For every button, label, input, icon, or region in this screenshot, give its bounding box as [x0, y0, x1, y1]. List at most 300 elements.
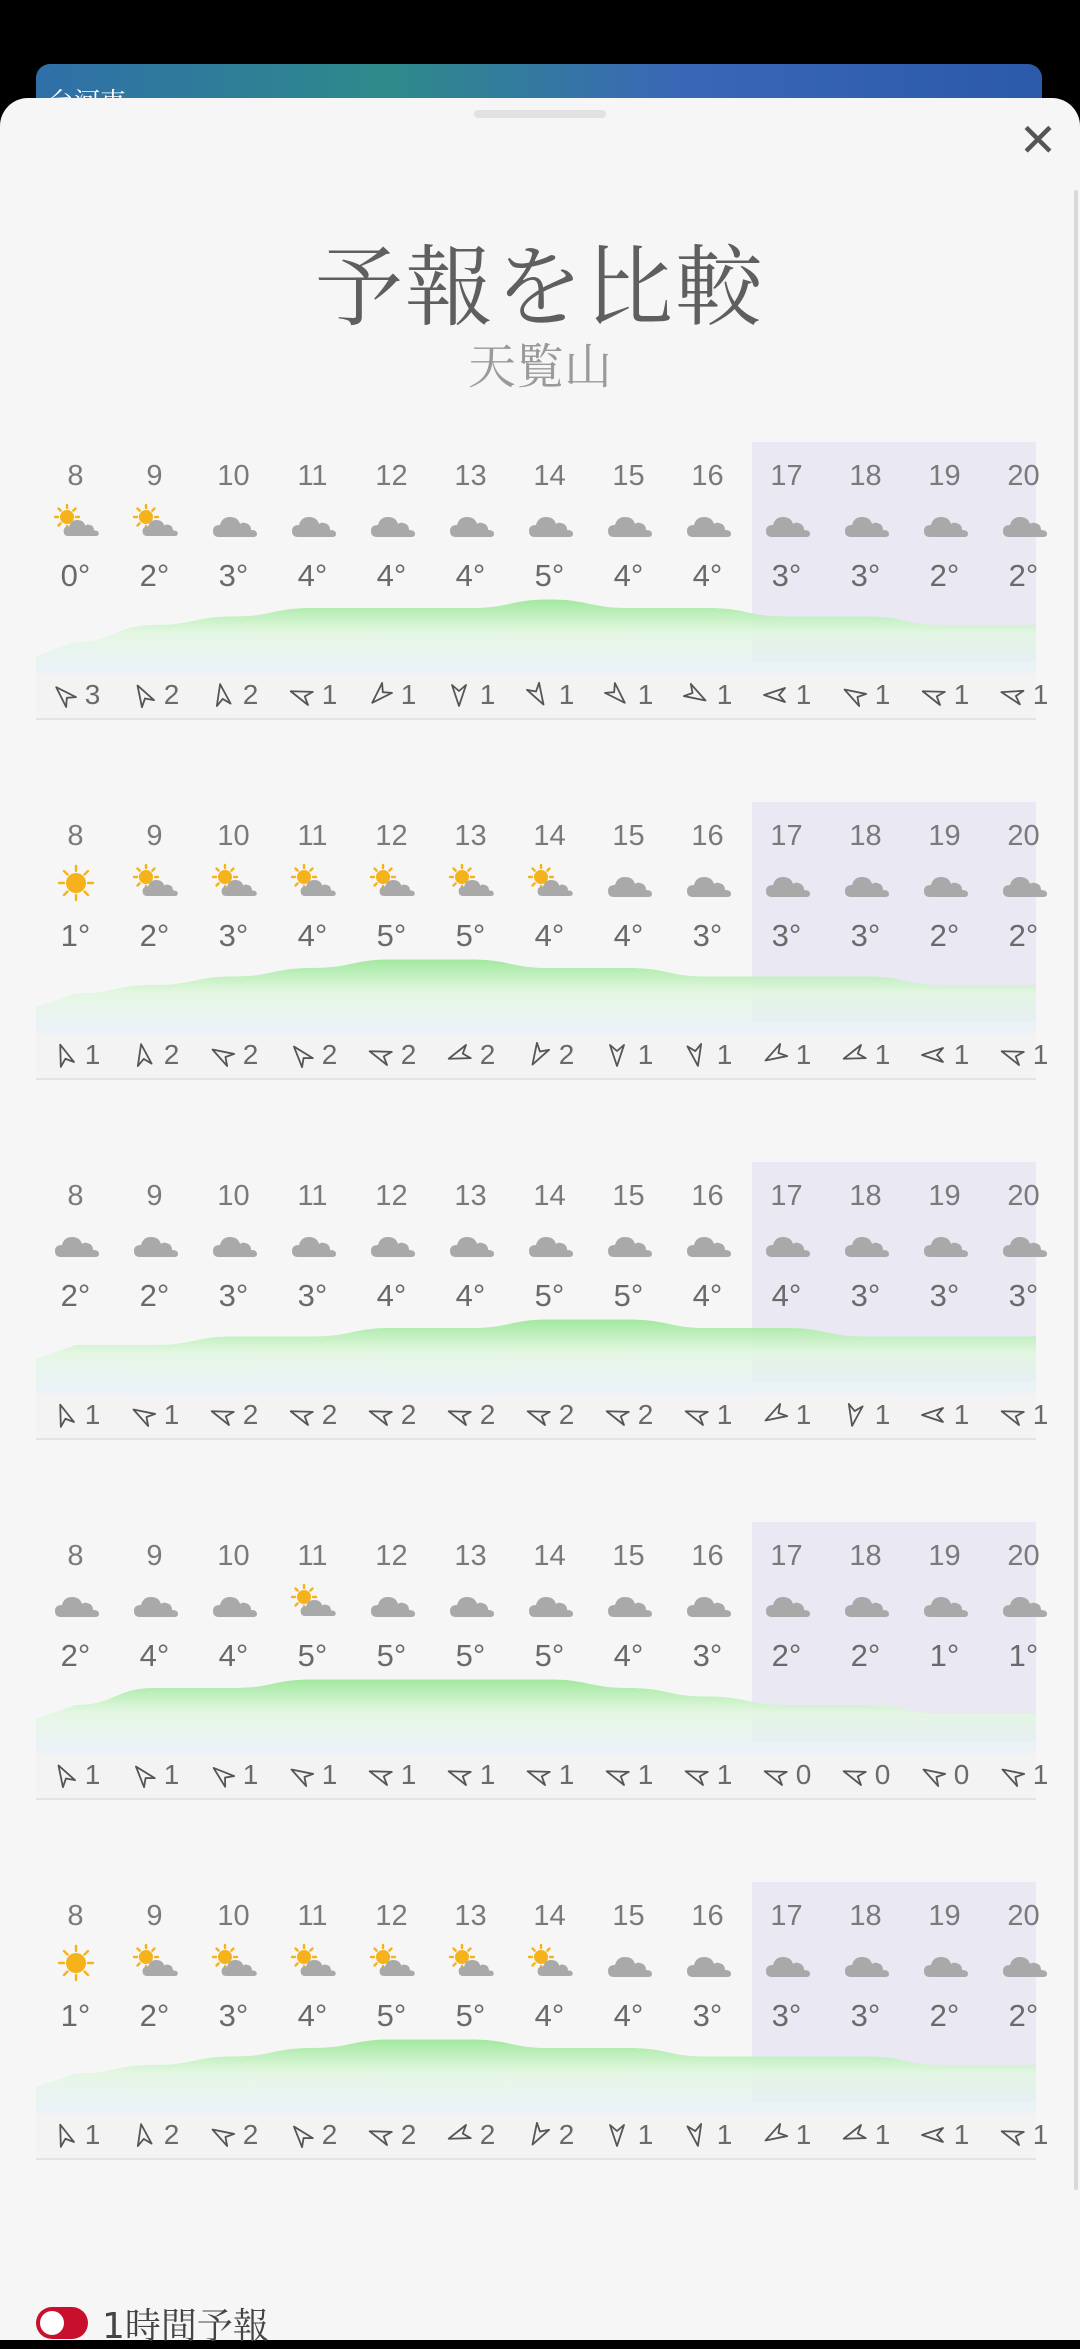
wind-direction-icon	[841, 1404, 867, 1426]
wind-speed-value: 1	[874, 679, 891, 710]
hour-column[interactable]	[668, 802, 747, 1094]
wind-speed-value: 1	[321, 679, 338, 710]
cloud-icon	[289, 1224, 337, 1262]
hour-label: 17	[770, 1180, 803, 1212]
wind-direction-icon	[209, 1044, 235, 1066]
hour-label: 9	[146, 460, 163, 492]
sun-icon	[52, 864, 100, 902]
hour-column[interactable]	[115, 1522, 194, 1814]
wind-cell	[905, 1758, 984, 1792]
hour-label: 8	[67, 460, 84, 492]
wind-cell	[826, 1758, 905, 1792]
cloud-icon	[842, 1944, 890, 1982]
wind-speed-value: 1	[874, 1039, 891, 1070]
hour-column[interactable]	[905, 1162, 984, 1454]
hourly-toggle[interactable]	[36, 2307, 88, 2339]
drag-handle[interactable]	[474, 110, 606, 118]
wind-cell	[826, 2118, 905, 2152]
cloud-icon	[921, 864, 969, 902]
partly-cloudy-icon	[52, 504, 100, 542]
hour-column[interactable]	[431, 1882, 510, 2174]
cloud-icon	[842, 864, 890, 902]
scrollbar[interactable]	[1074, 190, 1078, 2190]
hour-column[interactable]	[36, 1882, 115, 2174]
hour-label: 8	[67, 820, 84, 852]
wind-cell	[36, 678, 115, 712]
cloud-icon	[763, 504, 811, 542]
wind-cell	[510, 678, 589, 712]
wind-speed-value: 1	[795, 679, 812, 710]
wind-speed-value: 1	[637, 679, 654, 710]
hour-label: 15	[612, 820, 645, 852]
temperature-value: 2°	[60, 1278, 91, 1313]
wind-speed-value: 1	[84, 1399, 101, 1430]
wind-speed-value: 1	[321, 1759, 338, 1790]
wind-direction-icon	[288, 1044, 314, 1066]
wind-cell	[431, 678, 510, 712]
hour-column[interactable]	[273, 1162, 352, 1454]
wind-cell	[273, 2118, 352, 2152]
wind-cell	[826, 1038, 905, 1072]
wind-direction-icon	[525, 1764, 551, 1786]
wind-speed-value: 1	[400, 1759, 417, 1790]
hour-label: 11	[297, 1540, 328, 1572]
wind-cell	[668, 1038, 747, 1072]
wind-cell	[194, 2118, 273, 2152]
hour-column[interactable]	[36, 1162, 115, 1454]
wind-direction-icon	[209, 684, 235, 706]
cloud-icon	[1000, 504, 1048, 542]
wind-speed-value: 2	[321, 2119, 338, 2150]
wind-speed-value: 1	[84, 2119, 101, 2150]
wind-speed-value: 1	[84, 1039, 101, 1070]
cloud-icon	[447, 1224, 495, 1262]
wind-direction-icon	[51, 1764, 77, 1786]
hour-label: 13	[454, 1180, 487, 1212]
hour-column[interactable]	[431, 1162, 510, 1454]
hour-label: 8	[67, 1540, 84, 1572]
cloud-icon	[921, 1944, 969, 1982]
wind-cell	[668, 678, 747, 712]
hour-label: 9	[146, 1900, 163, 1932]
wind-cell	[984, 1398, 1063, 1432]
hour-column[interactable]	[747, 1162, 826, 1454]
cloud-icon	[763, 864, 811, 902]
hour-label: 16	[691, 1540, 724, 1572]
temperature-value: 4°	[376, 558, 407, 593]
hour-column[interactable]	[668, 1882, 747, 2174]
hour-column[interactable]	[36, 802, 115, 1094]
hour-column[interactable]	[352, 802, 431, 1094]
wind-direction-icon	[604, 1404, 630, 1426]
wind-direction-icon	[525, 1404, 551, 1426]
temperature-value: 1°	[1008, 1638, 1039, 1673]
wind-direction-icon	[288, 684, 314, 706]
hour-column[interactable]	[668, 442, 747, 734]
wind-speed-value: 1	[1032, 679, 1049, 710]
hour-column[interactable]	[352, 1162, 431, 1454]
temperature-value: 3°	[218, 1278, 249, 1313]
hour-label: 11	[297, 460, 328, 492]
temperature-value: 2°	[139, 558, 170, 593]
hour-column[interactable]	[352, 442, 431, 734]
wind-direction-icon	[446, 1764, 472, 1786]
partly-cloudy-icon	[526, 864, 574, 902]
hour-column[interactable]	[747, 1522, 826, 1814]
hour-label: 18	[849, 1540, 882, 1572]
temperature-value: 4°	[218, 1638, 249, 1673]
hour-column[interactable]	[115, 802, 194, 1094]
wind-direction-icon	[525, 1044, 551, 1066]
hour-label: 18	[849, 1900, 882, 1932]
wind-cell	[194, 1038, 273, 1072]
wind-cell	[589, 1758, 668, 1792]
wind-direction-icon	[683, 1764, 709, 1786]
wind-cell	[352, 1758, 431, 1792]
wind-cell	[194, 1398, 273, 1432]
cloud-icon	[605, 864, 653, 902]
hour-label: 15	[612, 1180, 645, 1212]
hour-column[interactable]	[984, 1882, 1063, 2174]
hour-column[interactable]	[273, 802, 352, 1094]
wind-cell	[115, 1758, 194, 1792]
cloud-icon	[1000, 864, 1048, 902]
hour-column[interactable]	[273, 1522, 352, 1814]
wind-cell	[826, 1398, 905, 1432]
hour-label: 20	[1007, 460, 1040, 492]
wind-speed-value: 3	[84, 679, 101, 710]
cloud-icon	[289, 504, 337, 542]
temperature-value: 5°	[455, 1638, 486, 1673]
wind-cell	[984, 1758, 1063, 1792]
close-button[interactable]: ✕	[1018, 113, 1058, 167]
cloud-icon	[842, 1584, 890, 1622]
temperature-value: 3°	[771, 1998, 802, 2033]
hour-label: 11	[297, 820, 328, 852]
hour-label: 18	[849, 1180, 882, 1212]
hour-column[interactable]	[905, 442, 984, 734]
wind-speed-value: 1	[163, 1759, 180, 1790]
hour-column[interactable]	[194, 802, 273, 1094]
temperature-value: 3°	[850, 1278, 881, 1313]
hour-label: 14	[533, 1900, 566, 1932]
wind-cell	[273, 1398, 352, 1432]
wind-direction-icon	[367, 1764, 393, 1786]
hour-column[interactable]	[115, 1162, 194, 1454]
wind-direction-icon	[209, 1404, 235, 1426]
hour-column[interactable]	[668, 1162, 747, 1454]
partly-cloudy-icon	[447, 1944, 495, 1982]
temperature-value: 2°	[60, 1638, 91, 1673]
hour-column[interactable]	[115, 1882, 194, 2174]
hour-label: 12	[375, 1180, 408, 1212]
hour-label: 19	[928, 460, 961, 492]
wind-direction-icon	[920, 2124, 946, 2146]
wind-speed-value: 2	[163, 1039, 180, 1070]
hour-label: 19	[928, 1540, 961, 1572]
temperature-value: 3°	[850, 918, 881, 953]
temperature-value: 3°	[692, 1638, 723, 1673]
wind-cell	[510, 1398, 589, 1432]
partly-cloudy-icon	[368, 1944, 416, 1982]
hour-column[interactable]	[194, 442, 273, 734]
wind-direction-icon	[209, 2124, 235, 2146]
wind-direction-icon	[367, 2124, 393, 2146]
hour-column[interactable]	[826, 802, 905, 1094]
forecast-model-block[interactable]	[36, 1882, 1049, 2174]
wind-cell	[431, 1038, 510, 1072]
wind-cell	[747, 1758, 826, 1792]
wind-cell	[589, 1038, 668, 1072]
hour-column[interactable]	[273, 1882, 352, 2174]
wind-direction-icon	[920, 1404, 946, 1426]
cloud-icon	[368, 1584, 416, 1622]
temperature-value: 0°	[60, 558, 91, 593]
wind-direction-icon	[446, 2124, 472, 2146]
compare-forecast-sheet	[0, 98, 1080, 2347]
wind-cell	[36, 1758, 115, 1792]
temperature-value: 3°	[218, 1998, 249, 2033]
hour-label: 17	[770, 820, 803, 852]
wind-speed-value: 2	[163, 679, 180, 710]
wind-direction-icon	[367, 1044, 393, 1066]
hour-label: 20	[1007, 1900, 1040, 1932]
temperature-value: 4°	[455, 1278, 486, 1313]
wind-cell	[589, 678, 668, 712]
wind-direction-icon	[288, 1404, 314, 1426]
cloud-icon	[52, 1584, 100, 1622]
cloud-icon	[368, 504, 416, 542]
cloud-icon	[605, 1584, 653, 1622]
hour-column[interactable]	[826, 442, 905, 734]
wind-speed-value: 2	[400, 1039, 417, 1070]
temperature-value: 5°	[455, 918, 486, 953]
temperature-value: 2°	[139, 1278, 170, 1313]
hour-column[interactable]	[352, 1882, 431, 2174]
hour-column[interactable]	[747, 802, 826, 1094]
temperature-value: 4°	[692, 558, 723, 593]
hour-column[interactable]	[668, 1522, 747, 1814]
temperature-value: 4°	[139, 1638, 170, 1673]
temperature-value: 2°	[1008, 558, 1039, 593]
hour-column[interactable]	[984, 1162, 1063, 1454]
temperature-value: 4°	[455, 558, 486, 593]
hour-column[interactable]	[431, 442, 510, 734]
hour-column[interactable]	[905, 1882, 984, 2174]
hour-label: 11	[297, 1900, 328, 1932]
wind-speed-value: 1	[637, 2119, 654, 2150]
page-title: 予報を比較	[314, 236, 765, 339]
wind-cell	[510, 1038, 589, 1072]
cloud-icon	[842, 504, 890, 542]
cloud-icon	[210, 1584, 258, 1622]
hour-label: 11	[297, 1180, 328, 1212]
temperature-value: 3°	[929, 1278, 960, 1313]
hour-label: 14	[533, 1180, 566, 1212]
wind-speed-value: 1	[1032, 1399, 1049, 1430]
wind-speed-value: 1	[479, 1759, 496, 1790]
hour-column[interactable]	[36, 1522, 115, 1814]
wind-cell	[589, 2118, 668, 2152]
wind-direction-icon	[762, 1764, 788, 1786]
hour-column[interactable]	[510, 1162, 589, 1454]
cloud-icon	[526, 1584, 574, 1622]
hour-column[interactable]	[826, 1522, 905, 1814]
temperature-value: 5°	[534, 1638, 565, 1673]
hour-label: 13	[454, 460, 487, 492]
wind-direction-icon	[51, 2124, 77, 2146]
hour-label: 12	[375, 460, 408, 492]
wind-cell	[510, 2118, 589, 2152]
hour-column[interactable]	[984, 802, 1063, 1094]
temperature-value: 4°	[771, 1278, 802, 1313]
forecast-model-block[interactable]	[36, 442, 1049, 734]
sun-icon	[52, 1944, 100, 1982]
hour-column[interactable]	[905, 802, 984, 1094]
hour-column[interactable]	[984, 1522, 1063, 1814]
partly-cloudy-icon	[447, 864, 495, 902]
temperature-value: 4°	[613, 1638, 644, 1673]
wind-cell	[273, 1758, 352, 1792]
wind-direction-icon	[841, 684, 867, 706]
hour-column[interactable]	[589, 802, 668, 1094]
cloud-icon	[921, 1224, 969, 1262]
hour-label: 10	[217, 1540, 250, 1572]
hour-column[interactable]	[510, 1522, 589, 1814]
wind-direction-icon	[130, 1404, 156, 1426]
partly-cloudy-icon	[131, 1944, 179, 1982]
temperature-value: 2°	[929, 918, 960, 953]
hour-column[interactable]	[510, 1882, 589, 2174]
hour-label: 18	[849, 460, 882, 492]
wind-speed-value: 2	[400, 1399, 417, 1430]
wind-cell	[510, 1758, 589, 1792]
hour-column[interactable]	[431, 802, 510, 1094]
partly-cloudy-icon	[210, 864, 258, 902]
temperature-value: 3°	[692, 1998, 723, 2033]
hour-column[interactable]	[36, 442, 115, 734]
wind-speed-value: 1	[1032, 1039, 1049, 1070]
hour-column[interactable]	[747, 442, 826, 734]
wind-speed-value: 1	[953, 1039, 970, 1070]
wind-cell	[431, 1398, 510, 1432]
wind-direction-icon	[130, 1044, 156, 1066]
wind-cell	[431, 2118, 510, 2152]
hour-label: 8	[67, 1180, 84, 1212]
wind-direction-icon	[446, 1404, 472, 1426]
hour-label: 14	[533, 460, 566, 492]
hour-column[interactable]	[352, 1522, 431, 1814]
temperature-value: 4°	[297, 918, 328, 953]
temperature-value: 5°	[613, 1278, 644, 1313]
wind-cell	[352, 678, 431, 712]
hour-label: 12	[375, 820, 408, 852]
hour-label: 19	[928, 1900, 961, 1932]
wind-cell	[115, 2118, 194, 2152]
partly-cloudy-icon	[289, 1944, 337, 1982]
wind-speed-value: 1	[716, 1759, 733, 1790]
hour-column[interactable]	[826, 1882, 905, 2174]
wind-speed-value: 1	[953, 679, 970, 710]
hour-column[interactable]	[273, 442, 352, 734]
wind-cell	[194, 1758, 273, 1792]
temperature-value: 5°	[376, 1998, 407, 2033]
wind-speed-value: 1	[242, 1759, 259, 1790]
wind-cell	[747, 1398, 826, 1432]
hourly-forecast-row[interactable]	[36, 2298, 269, 2348]
hour-column[interactable]	[115, 442, 194, 734]
hour-label: 17	[770, 1900, 803, 1932]
cloud-icon	[763, 1224, 811, 1262]
hour-column[interactable]	[589, 1522, 668, 1814]
hour-label: 19	[928, 1180, 961, 1212]
wind-direction-icon	[841, 1044, 867, 1066]
cloud-icon	[526, 504, 574, 542]
hour-column[interactable]	[589, 442, 668, 734]
wind-cell	[36, 1038, 115, 1072]
hour-label: 16	[691, 460, 724, 492]
hour-column[interactable]	[194, 1162, 273, 1454]
wind-speed-value: 1	[795, 1039, 812, 1070]
wind-speed-value: 1	[400, 679, 417, 710]
wind-direction-icon	[367, 1404, 393, 1426]
wind-speed-value: 1	[84, 1759, 101, 1790]
cloud-icon	[605, 1224, 653, 1262]
wind-direction-icon	[920, 1764, 946, 1786]
wind-direction-icon	[683, 1404, 709, 1426]
hour-column[interactable]	[984, 442, 1063, 734]
hour-label: 15	[612, 1900, 645, 1932]
hour-label: 14	[533, 820, 566, 852]
hour-column[interactable]	[589, 1882, 668, 2174]
forecast-model-block[interactable]	[36, 802, 1049, 1094]
hour-column[interactable]	[589, 1162, 668, 1454]
wind-speed-value: 0	[953, 1759, 970, 1790]
hour-label: 17	[770, 460, 803, 492]
hour-column[interactable]	[194, 1882, 273, 2174]
hour-column[interactable]	[826, 1162, 905, 1454]
temperature-value: 4°	[297, 558, 328, 593]
temperature-value: 2°	[139, 1998, 170, 2033]
wind-speed-value: 2	[558, 2119, 575, 2150]
hour-column[interactable]	[905, 1522, 984, 1814]
hour-column[interactable]	[431, 1522, 510, 1814]
temperature-value: 3°	[771, 918, 802, 953]
temperature-value: 5°	[376, 1638, 407, 1673]
wind-speed-value: 1	[716, 2119, 733, 2150]
temperature-value: 4°	[376, 1278, 407, 1313]
cloud-icon	[763, 1944, 811, 1982]
temperature-value: 2°	[1008, 1998, 1039, 2033]
wind-direction-icon	[130, 1764, 156, 1786]
hour-column[interactable]	[194, 1522, 273, 1814]
hour-label: 10	[217, 1900, 250, 1932]
wind-speed-value: 1	[637, 1759, 654, 1790]
forecast-model-block[interactable]	[36, 1522, 1049, 1814]
wind-cell	[984, 1038, 1063, 1072]
temperature-value: 2°	[850, 1638, 881, 1673]
wind-speed-value: 1	[558, 679, 575, 710]
temperature-value: 2°	[1008, 918, 1039, 953]
forecast-model-block[interactable]	[36, 1162, 1049, 1454]
wind-direction-icon	[762, 1044, 788, 1066]
hour-column[interactable]	[510, 442, 589, 734]
hour-label: 12	[375, 1900, 408, 1932]
cloud-icon	[684, 504, 732, 542]
hour-column[interactable]	[510, 802, 589, 1094]
hour-column[interactable]	[747, 1882, 826, 2174]
wind-speed-value: 2	[558, 1399, 575, 1430]
